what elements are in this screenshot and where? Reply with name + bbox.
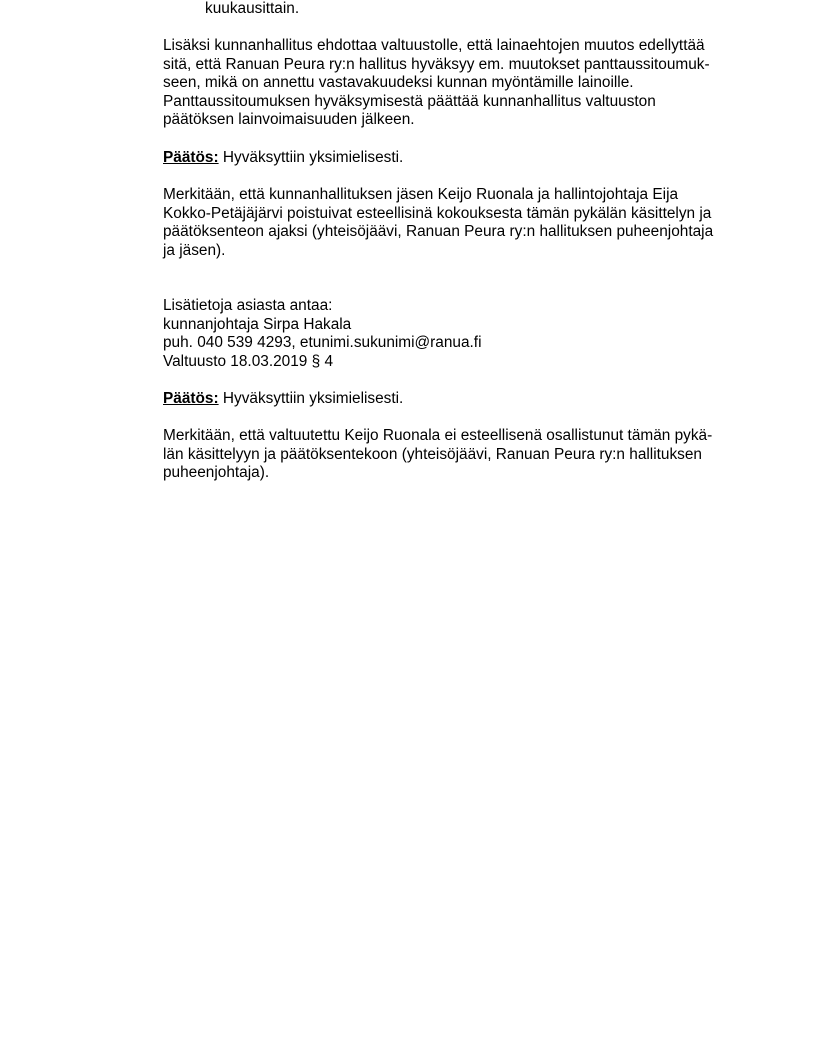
text-line: kuukausittain. (205, 0, 300, 17)
paragraph-loan-terms (163, 37, 743, 130)
decision-line (163, 149, 743, 168)
continuation-line (205, 0, 785, 19)
contact-info (163, 297, 743, 371)
text-line: Lisäksi kunnanhallitus ehdottaa valtuustolle, että lainaehtojen muutos edellyttää (163, 37, 705, 54)
text-line: päätöksen lainvoimaisuuden jälkeen. (163, 111, 415, 129)
text-line: ja jäsen). (163, 241, 226, 259)
decision-text: Hyväksyttiin yksimielisesti. (218, 390, 404, 407)
text-line: Lisätietoja asiasta antaa: (163, 297, 333, 314)
decision-label: Päätös: (163, 390, 219, 407)
text-line: Merkitään, että kunnanhallituksen jäsen Keijo Ruonala ja hallintojohtaja Eija (163, 186, 679, 203)
text-line: kunnanjohtaja Sirpa Hakala (163, 315, 352, 333)
text-line: seen, mikä on annettu vastavakuudeksi kunnan myöntämille lainoille. (163, 74, 634, 92)
text-line: Kokko-Petäjäjärvi poistuivat esteellisinä kokouksesta tämän pykälän käsittelyn ja (163, 204, 712, 222)
decision-line (163, 390, 743, 409)
text-line: Panttaussitoumuksen hyväksymisestä päättää kunnanhallitus valtuuston (163, 92, 656, 110)
note-disqualification-board (163, 186, 743, 260)
text-line: puh. 040 539 4293, etunimi.sukunimi@ranua.fi (163, 334, 482, 352)
decision-board (163, 149, 743, 168)
text-line: Merkitään, että valtuutettu Keijo Ruonala ei esteellisenä osallistunut tämän pykä- (163, 427, 713, 444)
text-line: päätöksenteon ajaksi (yhteisöjäävi, Ranuan Peura ry:n hallituksen puheenjohtaja (163, 223, 714, 241)
text-line: sitä, että Ranuan Peura ry:n hallitus hyväksyy em. muutokset panttaussitoumuk- (163, 55, 710, 73)
decision-label: Päätös: (163, 149, 219, 166)
text-line: län käsittelyyn ja päätöksentekoon (yhteisöjäävi, Ranuan Peura ry:n hallituksen (163, 445, 702, 463)
decision-council (163, 390, 743, 409)
text-line: Valtuusto 18.03.2019 § 4 (163, 352, 334, 370)
note-disqualification-council (163, 427, 743, 483)
decision-text: Hyväksyttiin yksimielisesti. (218, 149, 404, 166)
text-line: puheenjohtaja). (163, 464, 270, 482)
